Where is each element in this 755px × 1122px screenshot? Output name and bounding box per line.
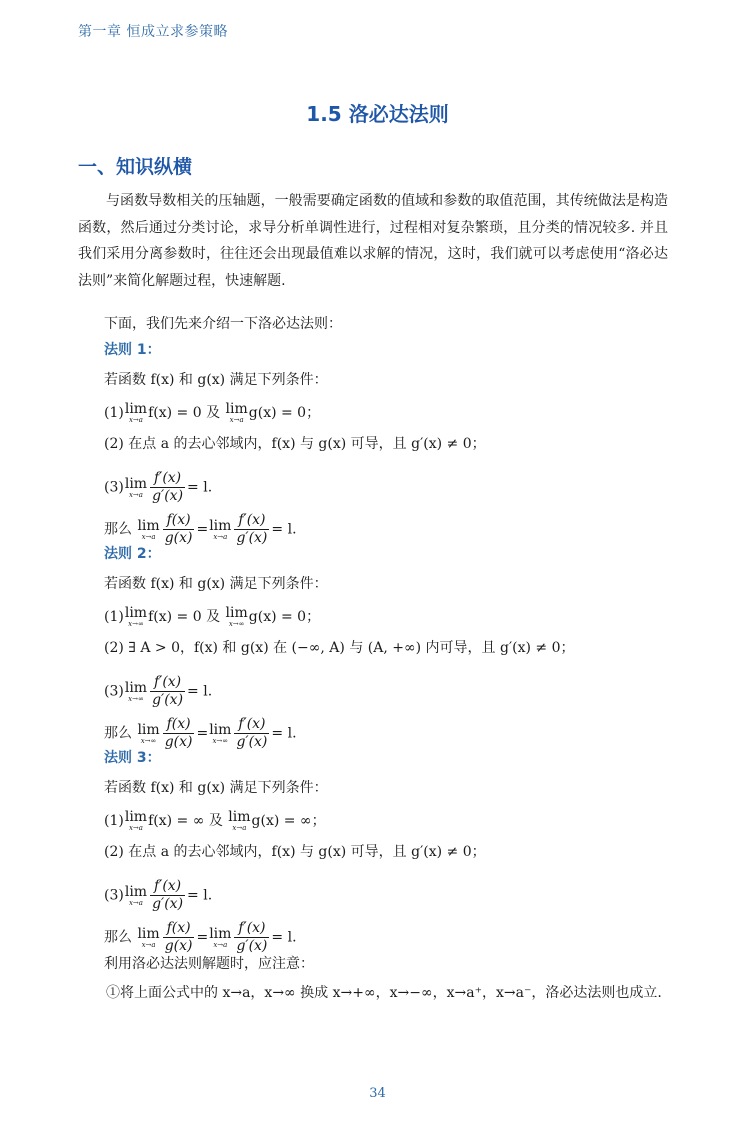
lim-word: lim	[209, 517, 232, 534]
rule-label-text: 法则 3：	[104, 750, 161, 766]
equals-l: = l.	[271, 929, 297, 946]
equals-l: = l.	[271, 725, 297, 742]
condition-f-limit: f(x) = 0 及	[148, 609, 225, 625]
condition-intro-text: 若函数 f(x) 和 g(x) 满足下列条件：	[104, 576, 328, 592]
conclusion-lead: 那么	[104, 929, 137, 946]
fraction-numerator: f(x)	[163, 512, 195, 530]
condition-number: (1)	[104, 609, 124, 625]
lim-operator	[137, 723, 159, 745]
condition-number: (1)	[104, 813, 124, 829]
rule-label	[104, 748, 161, 768]
fraction-denominator: g′(x)	[236, 938, 268, 954]
equals-l: = l.	[187, 683, 213, 700]
note-intro: 利用洛必达法则解题时，应注意：	[104, 956, 314, 972]
fraction	[234, 920, 269, 955]
fraction-numerator: f′(x)	[234, 920, 269, 938]
fraction-numerator: f′(x)	[150, 674, 185, 692]
page-number: 34	[369, 1086, 386, 1101]
fraction	[163, 512, 195, 547]
fraction-denominator: g′(x)	[152, 896, 184, 912]
lim-operator	[125, 606, 147, 628]
fraction-denominator: g(x)	[164, 530, 193, 546]
lim-word: lim	[228, 809, 251, 825]
running-head: 第一章 恒成立求参策略	[78, 24, 228, 40]
condition-2-text: (2) 在点 a 的去心邻域内，f(x) 与 g(x) 可导，且 g′(x) ≠ 0；	[104, 844, 486, 860]
lim-operator	[226, 606, 248, 628]
rule-condition-3	[104, 878, 212, 913]
lim-word: lim	[124, 605, 148, 621]
lim-word: lim	[209, 925, 232, 942]
condition-intro-text: 若函数 f(x) 和 g(x) 满足下列条件：	[104, 780, 328, 796]
lim-subscript: x→∞	[128, 620, 144, 628]
equals-sign: =	[196, 725, 209, 742]
lim-subscript: x→a	[141, 940, 156, 949]
conclusion-lead: 那么	[104, 725, 137, 742]
lim-subscript: x→∞	[212, 736, 229, 745]
condition-f-limit: f(x) = ∞ 及	[148, 813, 228, 829]
fraction	[234, 716, 269, 751]
lim-operator	[209, 723, 231, 745]
lim-subscript: x→a	[232, 824, 247, 832]
lim-subscript: x→a	[128, 490, 143, 499]
rule-condition-1	[104, 810, 326, 832]
lim-operator	[137, 927, 159, 949]
lim-operator	[209, 927, 231, 949]
fraction-numerator: f(x)	[163, 920, 195, 938]
lim-operator	[125, 477, 147, 499]
rule-condition-1	[104, 402, 320, 424]
fraction-numerator: f(x)	[163, 716, 195, 734]
lim-subscript: x→∞	[140, 736, 157, 745]
fraction-denominator: g′(x)	[152, 488, 184, 504]
fraction-denominator: g(x)	[164, 938, 193, 954]
rule-condition-intro	[104, 778, 328, 798]
lim-operator	[125, 885, 147, 907]
fraction-numerator: f′(x)	[234, 512, 269, 530]
lim-subscript: x→∞	[228, 620, 245, 628]
fraction-denominator: g(x)	[164, 734, 193, 750]
lim-word: lim	[124, 401, 148, 417]
rule-conclusion	[104, 512, 297, 547]
condition-g-limit: g(x) = 0；	[248, 405, 321, 421]
rule-label-text: 法则 1：	[104, 342, 161, 358]
fraction	[234, 512, 269, 547]
lim-word: lim	[137, 925, 160, 942]
fraction	[150, 674, 185, 709]
rule-label	[104, 544, 161, 564]
lim-operator	[137, 519, 159, 541]
lim-word: lim	[124, 679, 148, 696]
lim-word: lim	[137, 517, 160, 534]
lim-word: lim	[225, 605, 248, 621]
fraction	[163, 716, 195, 751]
conclusion-lead: 那么	[104, 521, 137, 538]
condition-number: (3)	[104, 683, 124, 700]
rule-condition-intro	[104, 370, 328, 390]
rule-label	[104, 340, 161, 360]
fraction-denominator: g′(x)	[236, 530, 268, 546]
equals-l: = l.	[187, 479, 213, 496]
lim-subscript: x→∞	[128, 694, 144, 703]
fraction	[150, 878, 185, 913]
lim-word: lim	[209, 721, 232, 738]
condition-number: (3)	[104, 479, 124, 496]
section-title: 1.5 洛必达法则	[306, 102, 449, 126]
rule-condition-3	[104, 674, 212, 709]
lim-subscript: x→a	[128, 898, 143, 907]
fraction-denominator: g′(x)	[152, 692, 184, 708]
lead-text: 下面，我们先来介绍一下洛必达法则：	[104, 316, 342, 332]
condition-intro-text: 若函数 f(x) 和 g(x) 满足下列条件：	[104, 372, 328, 388]
lim-operator	[125, 810, 147, 832]
condition-f-limit: f(x) = 0 及	[148, 405, 225, 421]
lim-subscript: x→a	[128, 824, 143, 832]
rule-condition-2	[104, 434, 486, 454]
rule-condition-2	[104, 842, 486, 862]
lim-subscript: x→a	[141, 532, 156, 541]
fraction	[163, 920, 195, 955]
condition-number: (3)	[104, 887, 124, 904]
rule-condition-1	[104, 606, 320, 628]
lim-operator	[226, 402, 248, 424]
lim-operator	[125, 681, 147, 703]
equals-sign: =	[196, 521, 209, 538]
fraction-numerator: f′(x)	[234, 716, 269, 734]
lim-subscript: x→a	[213, 532, 228, 541]
lim-operator	[125, 402, 147, 424]
condition-2-text: (2) ∃ A > 0，f(x) 和 g(x) 在 (−∞, A) 与 (A, +∞) 内可导，且 g′(x) ≠ 0；	[104, 640, 575, 656]
lim-subscript: x→a	[128, 416, 143, 424]
lim-word: lim	[124, 883, 148, 900]
note-1: ①将上面公式中的 x→a，x→∞ 换成 x→+∞，x→−∞，x→a⁺，x→a⁻，洛必达法则也成立.	[106, 985, 662, 1001]
lim-word: lim	[124, 809, 148, 825]
condition-2-text: (2) 在点 a 的去心邻域内，f(x) 与 g(x) 可导，且 g′(x) ≠ 0；	[104, 436, 486, 452]
rule-condition-2	[104, 638, 575, 658]
rule-label-text: 法则 2：	[104, 546, 161, 562]
rule-condition-intro	[104, 574, 328, 594]
fraction-numerator: f′(x)	[150, 470, 185, 488]
lim-operator	[209, 519, 231, 541]
fraction-denominator: g′(x)	[236, 734, 268, 750]
lim-word: lim	[124, 475, 148, 492]
rule-condition-3	[104, 470, 212, 505]
lim-word: lim	[137, 721, 160, 738]
fraction	[150, 470, 185, 505]
equals-l: = l.	[271, 521, 297, 538]
condition-g-limit: g(x) = ∞；	[251, 813, 326, 829]
lim-operator	[228, 810, 250, 832]
rule-conclusion	[104, 716, 297, 751]
intro-paragraph: 与函数导数相关的压轴题，一般需要确定函数的值域和参数的取值范围，其传统做法是构造函数，然后通过分类讨论，求导分析单调性进行，过程相对复杂繁琐，且分类的情况较多. 并且我们采用分离参数时，往往还会出现最值难以求解的情况，这时，我们就可以考虑使用“洛必达法则”来简化解题过程，快速解题.	[78, 193, 668, 289]
subsection-title: 一、知识纵横	[78, 156, 193, 178]
lim-subscript: x→a	[229, 416, 244, 424]
equals-l: = l.	[187, 887, 213, 904]
equals-sign: =	[196, 929, 209, 946]
condition-number: (1)	[104, 405, 124, 421]
lim-word: lim	[225, 401, 248, 417]
lim-subscript: x→a	[213, 940, 228, 949]
fraction-numerator: f′(x)	[150, 878, 185, 896]
rule-conclusion	[104, 920, 297, 955]
condition-g-limit: g(x) = 0；	[248, 609, 321, 625]
